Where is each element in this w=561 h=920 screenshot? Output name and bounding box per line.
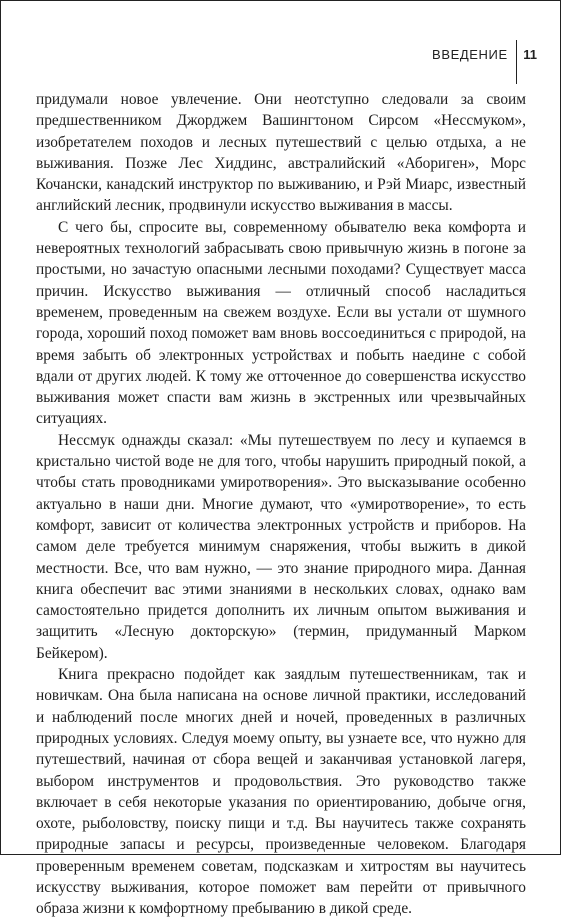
- body-text: [36, 89, 526, 920]
- paragraph-continuation: придумали новое увлечение. Они неотступно следовали за своим предшественником Джорджем Вашингтоном Сирсом «Нессмуком», изобретателем походов и лесных путешествий с целью отдыха, а не выживания. Позже Лес Хиддинс, австралийский «Абориген», Морс Кочански, канадский инструктор по выживанию, и Рэй Миарс, известный английский лесник, продвинули искусство выживания в массы.: [36, 91, 526, 215]
- paragraph: Нессмук однажды сказал: «Мы путешествуем по лесу и купаемся в кристально чистой воде не для того, чтобы нарушить природный покой, а чтобы стать проводниками умиротворения». Это высказывание особенно актуально в наши дни. Многие думают, что «умиротворение», то есть комфорт, зависит от количества электронных устройств и приборов. На самом деле требуется минимум снаряжения, чтобы выжить в дикой местности. Все, что вам нужно, — это знание природного мира. Данная книга обеспечит вас этими знаниями в нескольких словах, однако вам самостоятельно придется дополнить их личным опытом выживания и защитить «Лесную докторскую» (термин, придуманный Марком Бейкером).: [36, 431, 526, 662]
- page-number: 11: [523, 46, 537, 62]
- paragraph: Книга прекрасно подойдет как заядлым путешественникам, так и новичкам. Она была написана на основе личной практики, исследований и наблюдений после многих дней и ночей, проведенных в различных природных условиях. Следуя моему опыту, вы узнаете все, что нужно для путешествий, начиная от сбора вещей и заканчивая установкой лагеря, выбором инструментов и продовольствия. Это руководство также включает в себя некоторые указания по ориентированию, добыче огня, охоте, рыболовству, поиску пищи и т.д. Вы научитесь также сохранять природные запасы и ресурсы, произведенные человеком. Благодаря проверенным временем советам, подсказкам и хитростям вы научитесь искусству выживания, которое поможет вам перейти от привычного образа жизни к комфортному пребыванию в дикой среде.: [36, 666, 526, 918]
- running-head: [432, 43, 537, 65]
- paragraph: С чего бы, спросите вы, современному обывателю века комфорта и невероятных технологий забрасывать свою привычную жизнь в погоне за простыми, но зачастую опасными лесными походами? Существует масса причин. Искусство выживания — отличный способ насладиться временем, проведенным на свежем воздухе. Если вы устали от шумного города, хороший поход поможет вам вновь воссоединиться с природой, на время забыть об электронных устройствах и побыть наедине с собой вдали от других людей. К тому же отточенное до совершенства искусство выживания может спасти вам жизнь в экстренных или чрезвычайных ситуациях.: [36, 218, 526, 428]
- header-divider: [516, 40, 518, 84]
- section-title: ВВЕДЕНИЕ: [432, 46, 508, 62]
